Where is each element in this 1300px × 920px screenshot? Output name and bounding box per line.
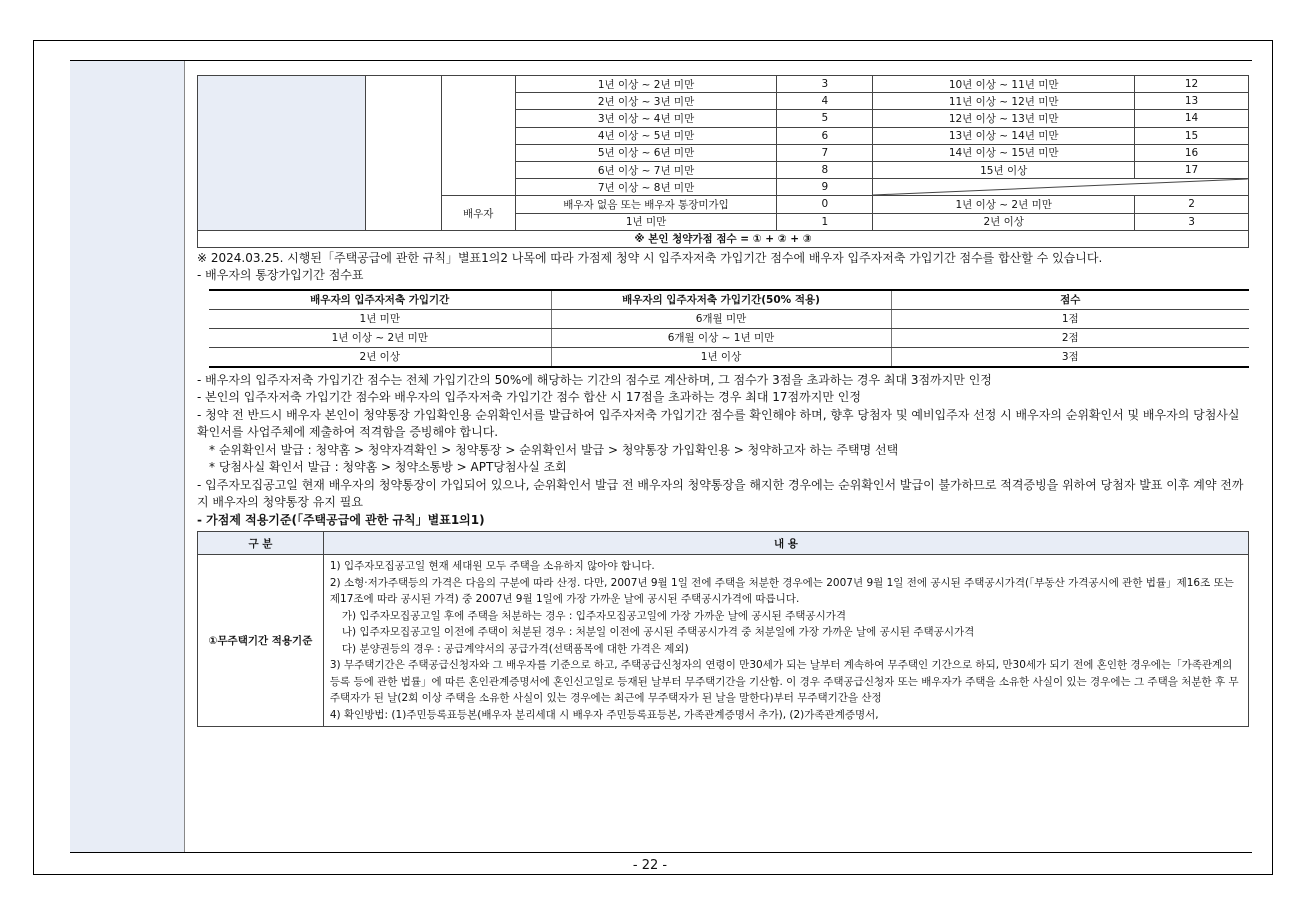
table-row — [198, 230, 1249, 247]
score-cell: 2 — [1135, 196, 1249, 213]
range-cell: 2년 이상 — [873, 213, 1135, 230]
blank-cell — [198, 76, 366, 231]
criteria-table — [197, 531, 1249, 727]
table-cell: 1년 미만 — [209, 309, 551, 328]
table-header-row — [198, 532, 1249, 555]
savings-score-table — [197, 75, 1249, 248]
score-cell: 17 — [1135, 161, 1249, 178]
criteria-line: 가) 입주자모집공고일 후에 주택을 처분하는 경우 : 입주자모집공고일에 가장 가까운 날에 공시된 주택공시가격 — [341, 609, 846, 622]
blank-cell — [365, 76, 441, 231]
bullet-item: - 입주자모집공고일 현재 배우자의 청약통장이 가입되어 있으나, 순위확인서 발급 전 배우자의 청약통장을 해지한 경우에는 순위확인서 발급이 불가하므로 적격증빙을 위하여 당첨자 발표 이후 계약 전까지 배우자의 청약통장 유지 필요 — [197, 477, 1244, 510]
spouse-score-table — [209, 289, 1249, 368]
left-column — [70, 60, 185, 852]
range-cell: 배우자 없음 또는 배우자 통장미가입 — [515, 196, 777, 213]
score-cell: 0 — [777, 196, 873, 213]
table-cell: 3점 — [891, 347, 1249, 367]
range-cell: 3년 이상 ~ 4년 미만 — [515, 110, 777, 127]
table-cell: 2점 — [891, 328, 1249, 347]
top-rule — [70, 60, 1252, 61]
spouse-label: 배우자 — [441, 196, 515, 230]
criteria-line: 다) 분양권등의 경우 : 공급계약서의 공급가격(선택품목에 대한 가격은 제외) — [341, 642, 689, 655]
bullet-item: - 본인의 입주자저축 가입기간 점수와 배우자의 입주자저축 가입기간 점수 합산 시 17점을 초과하는 경우 최대 17점까지만 인정 — [197, 390, 861, 405]
table-row — [209, 309, 1249, 328]
column-header: 구 분 — [198, 532, 324, 555]
range-cell: 7년 이상 ~ 8년 미만 — [515, 179, 777, 196]
table-cell: 6개월 이상 ~ 1년 미만 — [551, 328, 891, 347]
range-cell: 1년 미만 — [515, 213, 777, 230]
score-cell: 14 — [1135, 110, 1249, 127]
score-cell: 15 — [1135, 127, 1249, 144]
range-cell: 5년 이상 ~ 6년 미만 — [515, 144, 777, 161]
table-cell: 1점 — [891, 309, 1249, 328]
table-cell: 1년 이상 ~ 2년 미만 — [209, 328, 551, 347]
table-row — [198, 555, 1249, 727]
score-cell: 8 — [777, 161, 873, 178]
table-row — [209, 328, 1249, 347]
criteria-line: 2) 소형·저가주택등의 가격은 다음의 구분에 따라 산정. 다만, 2007년 9월 1일 전에 주택을 처분한 경우에는 2007년 9월 1일 전에 공시된 주택공시가격(「부동산 가격공시에 관한 법률」제16조 또는 제17조에 따라 공시된 가격) 중 2007년 9월 1일에 가장 가까운 날에 공시된 주택공시가격에 따릅니다. — [329, 576, 1234, 606]
range-cell: 13년 이상 ~ 14년 미만 — [873, 127, 1135, 144]
table-cell: 1년 이상 — [551, 347, 891, 367]
range-cell: 6년 이상 ~ 7년 미만 — [515, 161, 777, 178]
criteria-line: 4) 확인방법: (1)주민등록표등본(배우자 분리세대 시 배우자 주민등록표등본, 가족관계증명서 추가), (2)가족관계증명서, — [329, 708, 879, 721]
table-row — [198, 76, 1249, 93]
bottom-rule — [70, 852, 1252, 853]
criteria-title: - 가점제 적용기준(「주택공급에 관한 규칙」별표1의1) — [197, 512, 485, 527]
range-cell: 4년 이상 ~ 5년 미만 — [515, 127, 777, 144]
blank-cell — [441, 76, 515, 196]
score-cell: 16 — [1135, 144, 1249, 161]
diagonal-line — [873, 179, 1248, 195]
criteria-label: ①무주택기간 적용기준 — [198, 555, 324, 727]
range-cell: 15년 이상 — [873, 161, 1135, 178]
criteria-content — [323, 555, 1248, 727]
score-cell: 6 — [777, 127, 873, 144]
table-row — [209, 347, 1249, 367]
column-header: 배우자의 입주자저축 가입기간(50% 적용) — [551, 290, 891, 310]
spouse-table-title: - 배우자의 통장가입기간 점수표 — [197, 268, 364, 283]
score-cell: 13 — [1135, 93, 1249, 110]
criteria-line: 3) 무주택기간은 주택공급신청자와 그 배우자를 기준으로 하고, 주택공급신청자의 연령이 만30세가 되는 날부터 계속하여 무주택인 기간으로 하되, 만30세가 되기 전에 혼인한 경우에는「가족관계의 등록 등에 관한 법률」에 따른 혼인관계증명서에 혼인신고일로 등재된 날부터 무주택기간을 기산함. 이 경우 주택공급신청자 또는 배우자가 주택을 소유한 사실이 있는 경우에는 그 주택을 처분한 후 무주택자가 된 날(2회 이상 주택을 소유한 사실이 있는 경우에는 최근에 무주택자가 된 날을 말한다)부터 무주택기간을 산정 — [329, 659, 1239, 705]
criteria-line: 1) 입주자모집공고일 현재 세대원 모두 주택을 소유하지 않아야 합니다. — [329, 560, 655, 573]
content — [197, 75, 1249, 727]
score-cell: 5 — [777, 110, 873, 127]
bullet-item: - 청약 전 반드시 배우자 본인이 청약통장 가입확인용 순위확인서를 발급하여 입주자저축 가입기간 점수를 확인해야 하며, 향후 당첨자 및 예비입주자 선정 시 배우자의 순위확인서 및 배우자의 당첨사실 확인서를 사업주체에 제출하여 적격함을 증빙해야 합니다. — [197, 407, 1240, 440]
page-number: - 22 - — [632, 858, 668, 873]
table-cell: 2년 이상 — [209, 347, 551, 367]
score-cell: 3 — [1135, 213, 1249, 230]
sub-bullet-item: * 당첨사실 확인서 발급 : 청약홈 > 청약소통방 > APT당첨사실 조회 — [209, 460, 567, 475]
sub-bullet-item: * 순위확인서 발급 : 청약홈 > 청약자격확인 > 청약통장 > 순위확인서 발급 > 청약통장 가입확인용 > 청약하고자 하는 주택명 선택 — [209, 442, 899, 457]
range-cell: 1년 이상 ~ 2년 미만 — [515, 76, 777, 93]
table-cell: 6개월 미만 — [551, 309, 891, 328]
range-cell: 11년 이상 ~ 12년 미만 — [873, 93, 1135, 110]
score-cell: 12 — [1135, 76, 1249, 93]
range-cell: 12년 이상 ~ 13년 미만 — [873, 110, 1135, 127]
score-formula: ※ 본인 청약가점 점수 = ① + ② + ③ — [198, 230, 1249, 247]
bullet-list — [197, 372, 1249, 530]
column-header: 점수 — [891, 290, 1249, 310]
note-2024: ※ 2024.03.25. 시행된「주택공급에 관한 규칙」별표1의2 나목에 따라 가점제 청약 시 입주자저축 가입기간 점수에 배우자 입주자저축 가입기간 점수를 합산할 수 있습니다. — [197, 250, 1103, 265]
table-header-row — [209, 290, 1249, 310]
column-header: 내 용 — [323, 532, 1248, 555]
score-cell: 4 — [777, 93, 873, 110]
score-cell: 7 — [777, 144, 873, 161]
score-cell: 9 — [777, 179, 873, 196]
score-cell: 1 — [777, 213, 873, 230]
bullet-item: - 배우자의 입주자저축 가입기간 점수는 전체 가입기간의 50%에 해당하는 기간의 점수로 계산하며, 그 점수가 3점을 초과하는 경우 최대 3점까지만 인정 — [197, 372, 992, 387]
criteria-line: 나) 입주자모집공고일 이전에 주택이 처분된 경우 : 처분일 이전에 공시된 주택공시가격 중 처분일에 가장 가까운 날에 공시된 주택공시가격 — [341, 626, 975, 639]
column-header: 배우자의 입주자저축 가입기간 — [209, 290, 551, 310]
range-cell: 2년 이상 ~ 3년 미만 — [515, 93, 777, 110]
range-cell: 10년 이상 ~ 11년 미만 — [873, 76, 1135, 93]
diagonal-empty-cell — [873, 179, 1249, 196]
range-cell: 1년 이상 ~ 2년 미만 — [873, 196, 1135, 213]
range-cell: 14년 이상 ~ 15년 미만 — [873, 144, 1135, 161]
score-cell: 3 — [777, 76, 873, 93]
